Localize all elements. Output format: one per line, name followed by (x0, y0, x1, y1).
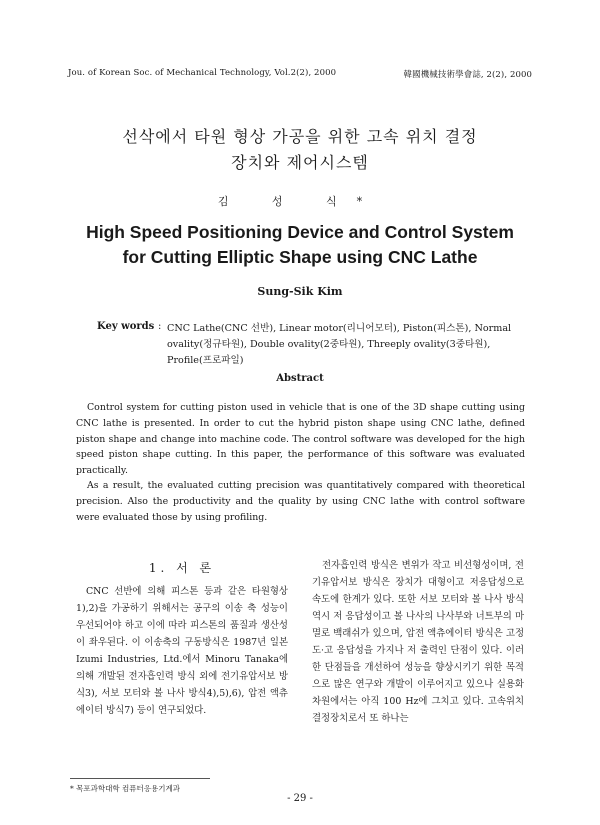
journal-header-en: Jou. of Korean Soc. of Mechanical Technology, Vol.2(2), 2000 (68, 68, 337, 78)
section-heading-introduction: 1. 서 론 (148, 561, 216, 575)
body-column-right: 전자흡인력 방식은 변위가 작고 비선형성이며, 전기유압서보 방식은 장치가 대형이고 저응답성으로 속도에 한계가 있다. 또한 서보 모터와 볼 나사 방식 역시 저 응답성이고 볼 나사의 나사부와 너트부의 마멸로 백래쉬가 있으며, 압전 액츄에이터 방식은 고정도·고 응답성을 가지나 저 출력인 단점이 있다. 이러한 단점들을 개선하여 성능을 향상시키기 위한 목적으로 많은 연구와 개발이 이루어지고 있으나 실용화 차원에서는 아직 100 Hz에 그치고 있다. 고속위치결정장치로서 또 하나는 (312, 560, 524, 724)
title-english-line1: High Speed Positioning Device and Control System (86, 222, 514, 242)
page-number: - 29 - (287, 793, 313, 804)
title-english-line2: for Cutting Elliptic Shape using CNC Lathe (122, 247, 478, 267)
keywords-label: Key words (97, 321, 155, 332)
body-column-left: CNC 선반에 의해 피스톤 등과 같은 타원형상1),2)을 가공하기 위해서는 공구의 이송 축 성능이 우선되어야 하고 이에 따라 피스톤의 품질과 생산성이 좌우된다. 이 이송축의 구동방식은 1987년 일본 Izumi Industries, Ltd.에서 Minoru Tanaka에 의해 개발된 전자흡인력 방식 외에 전기유압서보 방식3), 서보 모터와 볼 나사 방식4),5),6), 압전 액츄에이터 방식7) 등이 연구되었다. (76, 586, 288, 716)
footnote-affiliation: * 목포과학대학 컴퓨터응용기계과 (70, 784, 180, 793)
title-korean-line1: 선삭에서 타원 형상 가공을 위한 고속 위치 결정 (122, 127, 478, 146)
keywords-colon: : (158, 321, 162, 332)
journal-header-ko: 韓國機械技術學會誌, 2(2), 2000 (403, 70, 532, 80)
abstract-paragraph-1: Control system for cutting piston used in vehicle that is one of the 3D shape cutting using CNC lathe is presented. In order to cut the hybrid piston shape using CNC lathe, defined piston shape and change into machine code. The control software was developed for the high speed piston shape cutting. In this paper, the performance of this software was evaluated practically. (76, 402, 525, 477)
author-english: Sung-Sik Kim (257, 285, 343, 298)
keywords-text: CNC Lathe(CNC 선반), Linear motor(리니어모터), Piston(피스톤), Normal ovality(정규타원), Double ovality(2중타원), Threeply ovality(3중타원), Profile(프로파일) (167, 323, 512, 366)
title-korean-line2: 장치와 제어시스템 (231, 153, 369, 172)
abstract-heading: Abstract (276, 373, 324, 384)
author-korean: 김 성 식* (217, 195, 383, 208)
abstract-paragraph-2: As a result, the evaluated cutting precision was quantitatively compared with theoretical precision. Also the productivity and the quality by using CNC lathe with control software were evaluated those by using profiling. (76, 480, 525, 523)
footnote-divider (70, 778, 210, 779)
